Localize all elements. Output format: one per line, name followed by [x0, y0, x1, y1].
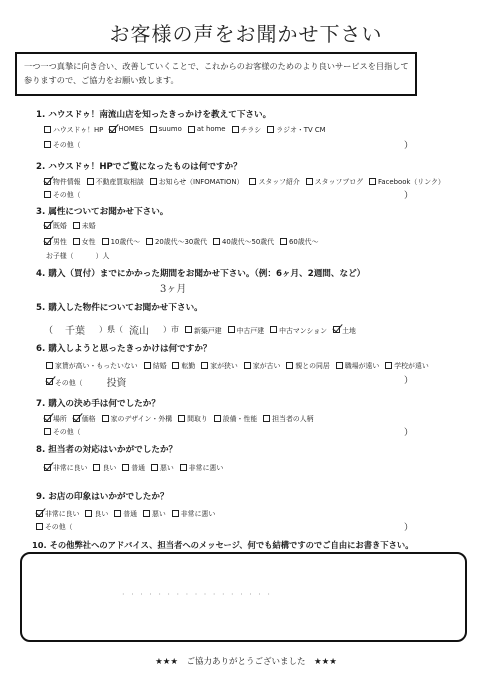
checkbox-label: スタッフブログ	[314, 178, 364, 186]
checkbox-option[interactable]	[178, 413, 208, 423]
checkbox-label: 担当者の人柄	[272, 415, 314, 423]
checkbox[interactable]	[172, 510, 179, 517]
q2-other-checkbox[interactable]	[44, 191, 51, 198]
checkbox-option[interactable]	[44, 176, 81, 186]
checkbox-label: チラシ	[240, 126, 262, 134]
q9-other-close: ）	[404, 523, 414, 533]
page-title: お客様の声をお聞かせ下さい	[109, 22, 383, 46]
q5-options	[185, 325, 362, 335]
checkbox-option[interactable]	[286, 360, 329, 370]
checkbox[interactable]	[44, 222, 51, 229]
checkbox[interactable]	[150, 178, 157, 185]
checkbox-option[interactable]	[73, 413, 96, 423]
question-3: 3. 属性についてお聞かせ下さい。	[36, 207, 169, 217]
comment-box[interactable]	[20, 552, 467, 642]
question-6: 6. 購入しようと思ったきっかけは何ですか？	[36, 344, 212, 354]
question-2: 2. ハウスドゥ！HPでご覧になったものは何ですか？	[36, 162, 242, 172]
q7-other-checkbox[interactable]	[44, 428, 51, 435]
checkbox[interactable]	[270, 326, 277, 333]
checkbox-option[interactable]	[270, 325, 327, 335]
intro-line-2: 参りますので、ご協力をお願い致します。	[24, 75, 179, 85]
checkbox-label: 未婚	[81, 222, 96, 230]
q5-city-label: ）市	[163, 325, 180, 334]
checkbox[interactable]	[172, 362, 179, 369]
checkbox-label: 物件情報	[53, 178, 81, 186]
checkbox-label: 親との同居	[295, 362, 330, 370]
q3-gender-age	[44, 236, 324, 246]
checkbox-label: 非常に悪い	[188, 464, 224, 472]
checkbox[interactable]	[185, 326, 192, 333]
checkbox-option[interactable]	[201, 360, 238, 370]
q1-other-close: ）	[404, 141, 414, 151]
checkbox-label: 職場が遠い	[344, 362, 380, 370]
checkbox[interactable]	[143, 510, 150, 517]
q9-options	[36, 508, 221, 518]
checkbox-option[interactable]	[172, 360, 195, 370]
checkbox-label: 40歳代～50歳代	[222, 238, 275, 246]
checkbox-label: 男性	[53, 238, 67, 246]
checkbox-option[interactable]	[44, 413, 67, 423]
checkbox-option[interactable]	[73, 236, 96, 246]
checkbox-label: 10歳代～	[110, 238, 141, 246]
q1-other-label: その他（	[53, 141, 81, 149]
checkbox-option[interactable]	[150, 176, 244, 186]
q1-options	[44, 124, 332, 134]
question-1: 1. ハウスドゥ！南流山店を知ったきっかけを教えて下さい。	[36, 110, 272, 120]
checkbox-option[interactable]	[122, 462, 145, 472]
checkbox[interactable]	[36, 510, 43, 517]
q7-other-label: その他（	[53, 428, 81, 436]
intro-line-1: 一つ一つ真摯に向き合い、改善していくことで、これからのお客様のためのより良いサービスを目指して	[24, 61, 409, 71]
checkbox[interactable]	[44, 464, 51, 471]
checkbox[interactable]	[244, 362, 251, 369]
checkbox[interactable]	[333, 326, 340, 333]
q3-children	[46, 250, 109, 260]
checkbox-label: 家が狭い	[210, 362, 238, 370]
checkbox-label: 価格	[81, 415, 96, 423]
checkbox-option[interactable]	[73, 220, 96, 230]
question-9: 9. お店の印象はいかがでしたか？	[36, 492, 169, 502]
q9-other-checkbox[interactable]	[36, 523, 43, 530]
checkbox[interactable]	[109, 126, 116, 133]
checkbox-label: 非常に悪い	[180, 510, 216, 518]
scan-noise: · · · · · · · · · · · · · · · · ·	[122, 590, 272, 599]
checkbox[interactable]	[188, 126, 195, 133]
checkbox-label: 悪い	[152, 510, 166, 518]
checkbox[interactable]	[114, 510, 121, 517]
checkbox-label: 良い	[102, 464, 117, 472]
checkbox[interactable]	[85, 510, 92, 517]
q6-options	[46, 360, 435, 370]
checkbox-option[interactable]	[144, 360, 167, 370]
question-10: 10. その他弊社へのアドバイス、担当者へのメッセージ、何でも結構ですのでご自由にお書き下さい。	[32, 540, 414, 550]
checkbox-option[interactable]	[232, 124, 262, 134]
q2-other-close: ）	[404, 191, 414, 201]
checkbox[interactable]	[178, 415, 185, 422]
checkbox[interactable]	[280, 238, 287, 245]
q5-prefecture-value[interactable]: 千葉	[65, 326, 86, 337]
checkbox-option[interactable]	[146, 236, 207, 246]
checkbox[interactable]	[369, 178, 376, 185]
q7-other	[44, 426, 81, 436]
checkbox-label: 設備・性能	[222, 415, 258, 423]
checkbox-option[interactable]	[151, 462, 174, 472]
checkbox-label: 女性	[81, 238, 96, 246]
checkbox[interactable]	[263, 415, 270, 422]
checkbox-option[interactable]	[244, 360, 281, 370]
checkbox-option[interactable]	[46, 360, 138, 370]
q4-answer[interactable]: 3ヶ月	[160, 284, 187, 295]
checkbox-option[interactable]	[188, 125, 226, 133]
checkbox-option[interactable]	[93, 462, 116, 472]
checkbox-option[interactable]	[267, 124, 325, 134]
checkbox-option[interactable]	[333, 325, 356, 335]
checkbox-label: ラジオ・TV CM	[276, 126, 326, 134]
checkbox-label: 良い	[94, 510, 109, 518]
checkbox-label: 60歳代～	[289, 238, 319, 246]
checkbox[interactable]	[87, 178, 94, 185]
q2-options	[44, 176, 451, 186]
checkbox-option[interactable]	[44, 124, 103, 134]
checkbox-label: 20歳代～30歳代	[155, 238, 208, 246]
checkbox-label: ハウスドゥ！HP	[53, 126, 104, 134]
checkbox-option[interactable]	[150, 125, 182, 133]
q1-other-checkbox[interactable]	[44, 141, 51, 148]
checkbox-option[interactable]	[172, 508, 215, 518]
checkbox-label: 悪い	[160, 464, 174, 472]
q6-other-checkbox[interactable]	[46, 378, 53, 385]
checkbox-option[interactable]	[280, 236, 318, 246]
checkbox-label: お知らせ（INFOMATION）	[158, 178, 244, 186]
checkbox-option[interactable]	[44, 220, 67, 230]
question-4: 4. 購入（買付）までにかかった期間をお聞かせ下さい。（例：6ヶ月、2週間、など）	[36, 269, 366, 279]
checkbox-option[interactable]	[214, 413, 257, 423]
q5-city-value[interactable]: 流山	[129, 326, 150, 337]
checkbox-option[interactable]	[336, 360, 379, 370]
checkbox[interactable]	[336, 362, 343, 369]
q5-location: （ 千葉 ）県（ 流山 ）市 新築戸建 中古戸建 中古マンション 土地	[44, 322, 362, 337]
checkbox[interactable]	[213, 238, 220, 245]
checkbox[interactable]	[201, 362, 208, 369]
q2-other-label: その他（	[53, 191, 81, 199]
checkbox-label: 中古マンション	[279, 326, 328, 335]
checkbox-option[interactable]	[143, 508, 166, 518]
checkbox-label: 家のデザイン・外構	[110, 415, 173, 423]
q6-other	[46, 374, 127, 389]
checkbox[interactable]	[214, 415, 221, 422]
q6-other-label: その他（	[55, 378, 83, 387]
checkbox-option[interactable]	[109, 125, 143, 133]
checkbox[interactable]	[180, 464, 187, 471]
checkbox[interactable]	[93, 464, 100, 471]
checkbox[interactable]	[102, 415, 109, 422]
q7-options	[44, 413, 320, 423]
q3-children-label: お子様（	[46, 252, 74, 260]
checkbox-label: 結婚	[152, 362, 167, 370]
checkbox-option[interactable]	[185, 325, 222, 335]
checkbox[interactable]	[146, 238, 153, 245]
checkbox[interactable]	[306, 178, 313, 185]
checkbox-label: 土地	[342, 326, 356, 335]
q9-other-label: その他（	[45, 523, 73, 531]
checkbox[interactable]	[44, 415, 51, 422]
q6-other-close: ）	[404, 376, 414, 386]
q8-options	[44, 462, 229, 472]
checkbox[interactable]	[46, 362, 53, 369]
checkbox-option[interactable]	[263, 413, 313, 423]
checkbox-label: suumo	[158, 125, 182, 133]
checkbox-option[interactable]	[180, 462, 223, 472]
checkbox-label: 非常に良い	[45, 510, 80, 518]
checkbox-option[interactable]	[306, 176, 363, 186]
checkbox-label: 非常に良い	[53, 464, 88, 472]
checkbox-label: 転勤	[181, 362, 196, 370]
checkbox[interactable]	[73, 238, 80, 245]
checkbox-label: 間取り	[187, 415, 208, 423]
checkbox-option[interactable]	[114, 508, 137, 518]
checkbox[interactable]	[122, 464, 129, 471]
checkbox[interactable]	[44, 238, 51, 245]
checkbox-label: 普通	[123, 510, 138, 518]
intro-box	[15, 52, 417, 96]
checkbox[interactable]	[73, 415, 80, 422]
checkbox-label: at home	[196, 125, 226, 133]
checkbox[interactable]	[228, 326, 235, 333]
checkbox-label: 場所	[53, 415, 67, 423]
checkbox[interactable]	[286, 362, 293, 369]
checkbox[interactable]	[44, 178, 51, 185]
checkbox-option[interactable]	[102, 236, 140, 246]
q9-other	[36, 521, 73, 531]
checkbox-option[interactable]	[87, 176, 144, 186]
checkbox-label: 学校が遠い	[394, 362, 429, 370]
checkbox[interactable]	[102, 238, 109, 245]
checkbox-label: HOMES	[118, 125, 144, 133]
checkbox-label: 普通	[131, 464, 146, 472]
checkbox[interactable]	[232, 126, 239, 133]
checkbox-option[interactable]	[85, 508, 108, 518]
checkbox[interactable]	[150, 126, 157, 133]
checkbox-option[interactable]	[44, 462, 87, 472]
question-8: 8. 担当者の対応はいかがでしたか？	[36, 445, 178, 455]
checkbox-option[interactable]	[228, 325, 265, 335]
checkbox-option[interactable]	[369, 176, 445, 186]
checkbox[interactable]	[385, 362, 392, 369]
checkbox-label: 不動産買取相談	[95, 178, 144, 186]
checkbox-option[interactable]	[102, 413, 173, 423]
checkbox[interactable]	[267, 126, 274, 133]
question-5: 5. 購入した物件についてお聞かせ下さい。	[36, 303, 203, 313]
checkbox[interactable]	[144, 362, 151, 369]
q3-children-unit: ）人	[95, 252, 110, 260]
checkbox-label: Facebook（リンク）	[378, 178, 445, 186]
checkbox[interactable]	[73, 222, 80, 229]
q7-other-close: ）	[404, 428, 414, 438]
q5-prefecture-label: ）県（	[99, 325, 124, 334]
checkbox-label: 家が古い	[252, 362, 281, 370]
checkbox[interactable]	[249, 178, 256, 185]
checkbox-option[interactable]	[44, 236, 67, 246]
checkbox-label: 既婚	[53, 222, 67, 230]
checkbox-option[interactable]	[385, 360, 428, 370]
checkbox-option[interactable]	[249, 176, 299, 186]
checkbox[interactable]	[151, 464, 158, 471]
checkbox-label: 家賃が高い・もったいない	[55, 362, 138, 370]
q6-other-value[interactable]: 投資	[106, 378, 127, 389]
checkbox-label: 中古戸建	[236, 326, 265, 335]
checkbox[interactable]	[44, 126, 51, 133]
checkbox-label: 新築戸建	[194, 326, 222, 335]
q1-other	[44, 139, 81, 149]
checkbox-option[interactable]	[213, 236, 274, 246]
q3-marital	[44, 220, 102, 230]
checkbox-label: スタッフ紹介	[258, 178, 300, 186]
question-7: 7. 購入の決め手は何でしたか？	[36, 399, 160, 409]
thank-you-footer: ★★★ ご協力ありがとうございました ★★★	[155, 657, 337, 667]
q2-other	[44, 189, 81, 199]
checkbox-option[interactable]	[36, 508, 79, 518]
